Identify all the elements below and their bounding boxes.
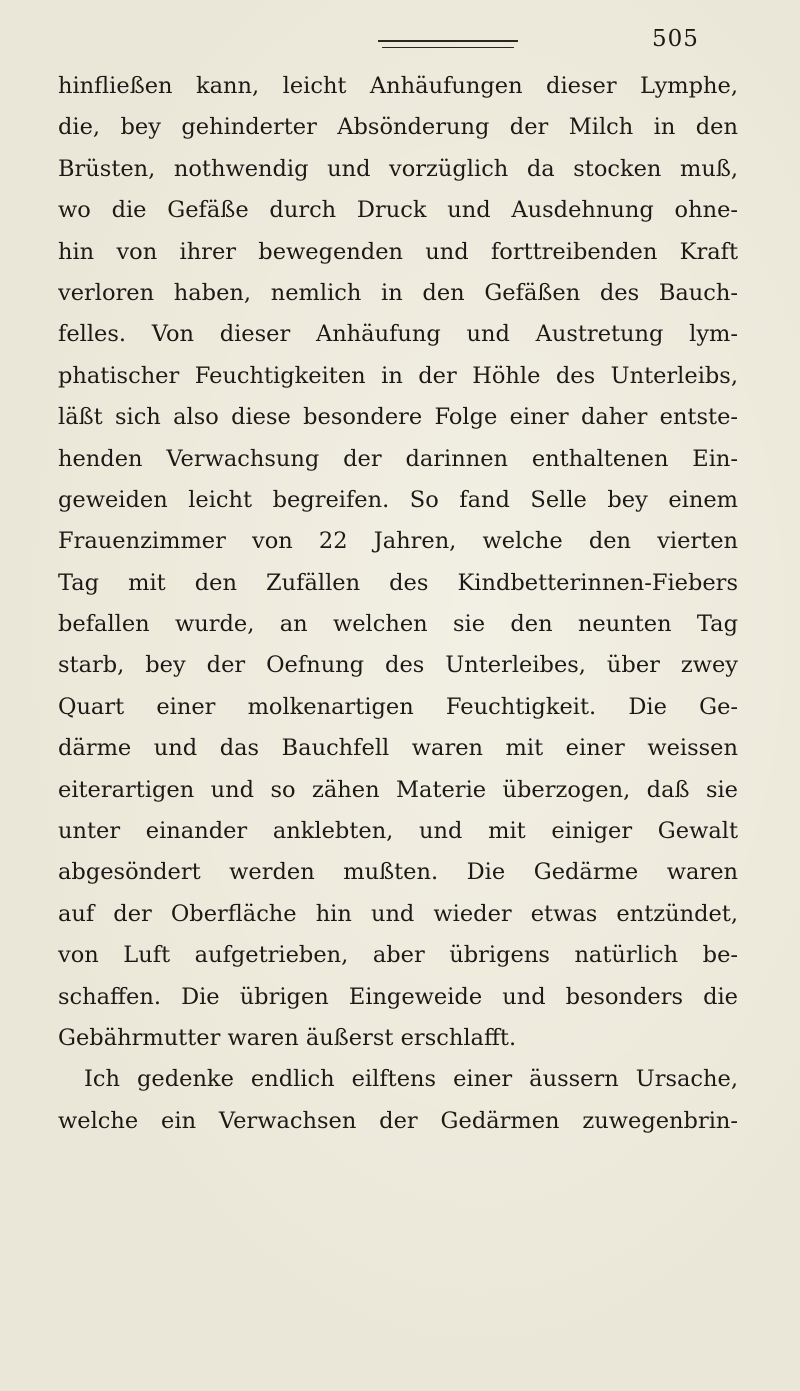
text-line: phatischer Feuchtigkeiten in der Höhle des Unterleibs, xyxy=(58,362,738,389)
text-line: welche ein Verwachsen der Gedärmen zuwegenbrin- xyxy=(58,1107,738,1134)
text-line: verloren haben, nemlich in den Gefäßen des Bauch- xyxy=(58,279,738,306)
body-text xyxy=(58,66,738,1142)
text-line: hin von ihrer bewegenden und forttreibenden Kraft xyxy=(58,238,738,265)
text-line: abgesöndert werden mußten. Die Gedärme waren xyxy=(58,859,738,886)
text-line: wo die Gefäße durch Druck und Ausdehnung ohne- xyxy=(58,197,738,224)
paragraph-end-line: Gebährmutter waren äußerst erschlafft. xyxy=(58,1024,517,1051)
text-line: Frauenzimmer von 22 Jahren, welche den vierten xyxy=(58,528,738,555)
text-line: därme und das Bauchfell waren mit einer weissen xyxy=(58,735,738,762)
header-rule-thin xyxy=(382,47,514,48)
text-line: von Luft aufgetrieben, aber übrigens natürlich be- xyxy=(58,942,738,969)
page-number: 505 xyxy=(652,26,699,52)
text-line: henden Verwachsung der darinnen enthaltenen Ein- xyxy=(58,445,738,472)
header-rule xyxy=(378,40,518,42)
text-line: Tag mit den Zufällen des Kindbetterinnen-Fiebers xyxy=(58,569,738,596)
text-line: felles. Von dieser Anhäufung und Austretung lym- xyxy=(58,321,738,348)
text-line: die, bey gehinderter Absönderung der Milch in den xyxy=(58,114,738,141)
text-line: starb, bey der Oefnung des Unterleibes, über zwey xyxy=(58,652,738,679)
text-line: schaffen. Die übrigen Eingeweide und besonders die xyxy=(58,983,738,1010)
text-line: eiterartigen und so zähen Materie überzogen, daß sie xyxy=(58,776,738,803)
text-line: befallen wurde, an welchen sie den neunten Tag xyxy=(58,611,738,638)
text-line: geweiden leicht begreifen. So fand Selle bey einem xyxy=(58,486,738,513)
text-line: auf der Oberfläche hin und wieder etwas entzündet, xyxy=(58,900,738,927)
text-line: hinfließen kann, leicht Anhäufungen dieser Lymphe, xyxy=(58,73,738,99)
text-line: Brüsten, nothwendig und vorzüglich da stocken muß, xyxy=(58,155,738,182)
text-line: läßt sich also diese besondere Folge einer daher entste- xyxy=(58,404,738,431)
text-line: unter einander anklebten, und mit einiger Gewalt xyxy=(58,818,738,845)
text-line: Quart einer molkenartigen Feuchtigkeit. Die Ge- xyxy=(58,693,738,720)
paragraph-start-line: Ich gedenke endlich eilftens einer äussern Ursache, xyxy=(84,1066,738,1093)
